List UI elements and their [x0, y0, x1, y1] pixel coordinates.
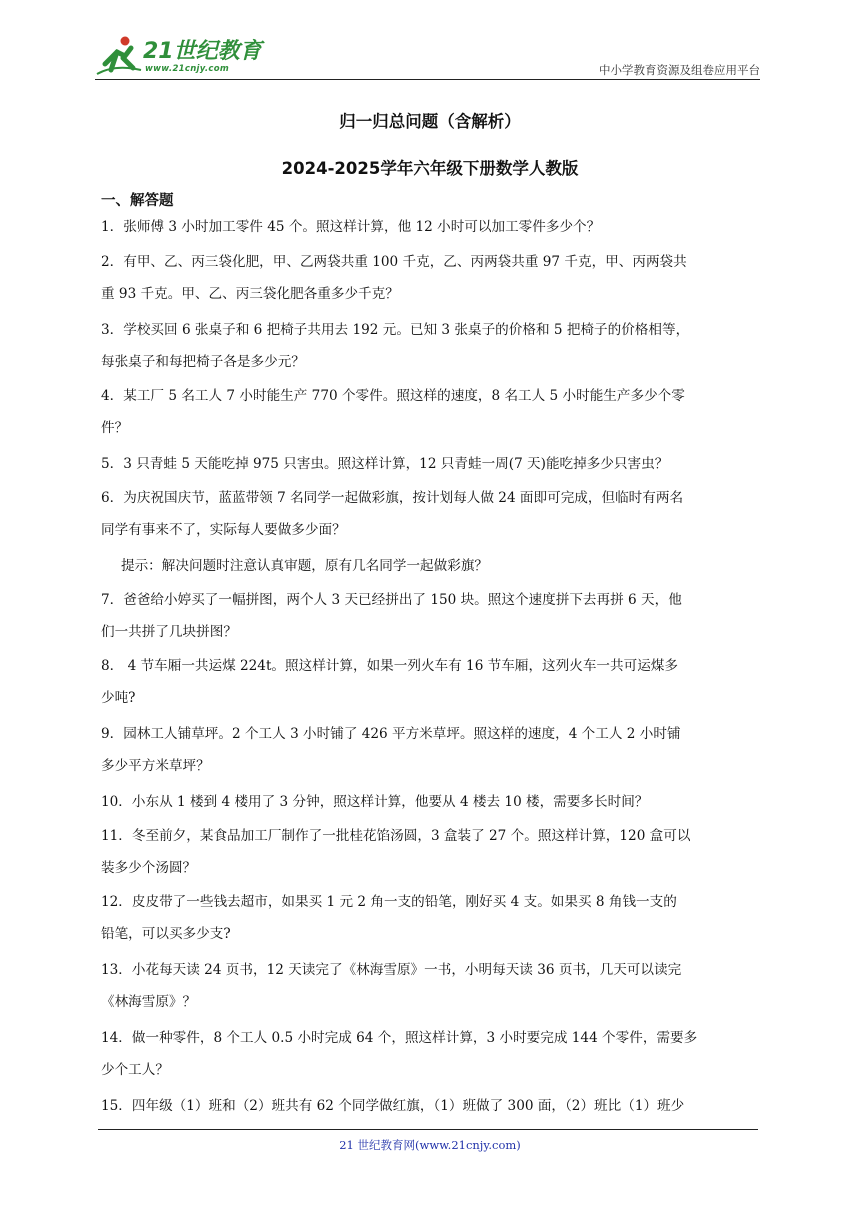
question-line: 每张桌子和每把椅子各是多少元？ — [101, 354, 305, 370]
footer-link[interactable]: 21 世纪教育网(www.21cnjy.com) — [339, 1138, 521, 1152]
question-13 — [101, 954, 765, 1018]
logo-brand-text: 21世纪教育 — [143, 39, 262, 64]
question-line: 多少平方米草坪？ — [101, 758, 210, 774]
footer-divider — [98, 1129, 758, 1130]
question-11 — [101, 820, 765, 884]
hint-line: 提示：解决问题时注意认真审题，原有几名同学一起做彩旗？ — [121, 558, 489, 574]
question-line: 12．皮皮带了一些钱去超市，如果买 1 元 2 角一支的铅笔，刚好买 4 支。如果买 8 角钱一支的 — [101, 894, 677, 910]
question-line: 8． 4 节车厢一共运煤 224t。照这样计算，如果一列火车有 16 节车厢，这列火车一共可运煤多 — [101, 658, 678, 674]
question-line: 6．为庆祝国庆节，蓝蓝带领 7 名同学一起做彩旗，按计划每人做 24 面即可完成，但临时有两名 — [101, 490, 684, 506]
question-10 — [101, 786, 765, 818]
question-line: 少吨? — [101, 690, 136, 706]
question-line: 11．冬至前夕，某食品加工厂制作了一批桂花馅汤圆，3 盒装了 27 个。照这样计算，120 盒可以 — [101, 828, 691, 844]
question-2 — [101, 246, 765, 310]
question-line: 们一共拼了几块拼图？ — [101, 624, 237, 640]
question-5 — [101, 448, 765, 480]
question-line: 2．有甲、乙、丙三袋化肥，甲、乙两袋共重 100 千克，乙、丙两袋共重 97 千克，甲、丙两袋共 — [101, 254, 687, 270]
logo-url-text: www.21cnjy.com — [145, 64, 229, 74]
question-line: 同学有事来不了，实际每人要做多少面？ — [101, 522, 346, 538]
document-subtitle: 2024-2025学年六年级下册数学人教版 — [281, 159, 579, 178]
question-6 — [101, 482, 765, 546]
question-line: 《林海雪原》？ — [101, 994, 197, 1010]
question-line: 件？ — [101, 420, 129, 436]
question-line: 9．园林工人铺草坪。2 个工人 3 小时铺了 426 平方米草坪。照这样的速度，4 个工人 2 小时铺 — [101, 726, 681, 742]
document-title: 归一归总问题（含解析） — [339, 112, 521, 131]
question-12 — [101, 886, 765, 950]
site-logo[interactable] — [95, 34, 265, 78]
question-line: 10．小东从 1 楼到 4 楼用了 3 分钟，照这样计算，他要从 4 楼去 10 楼，需要多长时间？ — [101, 794, 649, 810]
question-line: 7．爸爸给小婷买了一幅拼图，两个人 3 天已经拼出了 150 块。照这个速度拼下去再拼 6 天，他 — [101, 592, 682, 608]
question-15 — [101, 1090, 765, 1122]
question-line: 5．3 只青蛙 5 天能吃掉 975 只害虫。照这样计算，12 只青蛙一周(7 天)能吃掉多少只害虫？ — [101, 456, 669, 472]
platform-tagline: 中小学教育资源及组卷应用平台 — [599, 63, 760, 77]
question-6-hint — [101, 550, 785, 582]
question-line: 重 93 千克。甲、乙、丙三袋化肥各重多少千克？ — [101, 286, 399, 302]
question-line: 少个工人？ — [101, 1062, 169, 1078]
question-line: 1．张师傅 3 小时加工零件 45 个。照这样计算，他 12 小时可以加工零件多少个？ — [101, 219, 601, 235]
question-4 — [101, 380, 765, 444]
question-3 — [101, 314, 765, 378]
question-line: 13．小花每天读 24 页书，12 天读完了《林海雪原》一书，小明每天读 36 页书，几天可以读完 — [101, 962, 682, 978]
question-9 — [101, 718, 765, 782]
question-1 — [101, 211, 765, 243]
question-line: 15．四年级（1）班和（2）班共有 62 个同学做红旗，（1）班做了 300 面，（2）班比（1）班少 — [101, 1098, 685, 1114]
runner-logo-icon — [95, 34, 143, 78]
page-header — [95, 30, 760, 82]
section-heading: 一、解答题 — [101, 193, 174, 209]
question-line: 4．某工厂 5 名工人 7 小时能生产 770 个零件。照这样的速度，8 名工人 5 小时能生产多少个零 — [101, 388, 685, 404]
question-8 — [101, 650, 765, 714]
question-line: 铅笔，可以买多少支? — [101, 926, 231, 942]
question-line: 3．学校买回 6 张桌子和 6 把椅子共用去 192 元。已知 3 张桌子的价格和 5 把椅子的价格相等， — [101, 322, 690, 338]
question-14 — [101, 1022, 765, 1086]
question-line: 14．做一种零件，8 个工人 0.5 小时完成 64 个，照这样计算，3 小时要完成 144 个零件，需要多 — [101, 1030, 698, 1046]
question-line: 装多少个汤圆？ — [101, 860, 197, 876]
question-7 — [101, 584, 765, 648]
header-divider — [95, 79, 760, 80]
